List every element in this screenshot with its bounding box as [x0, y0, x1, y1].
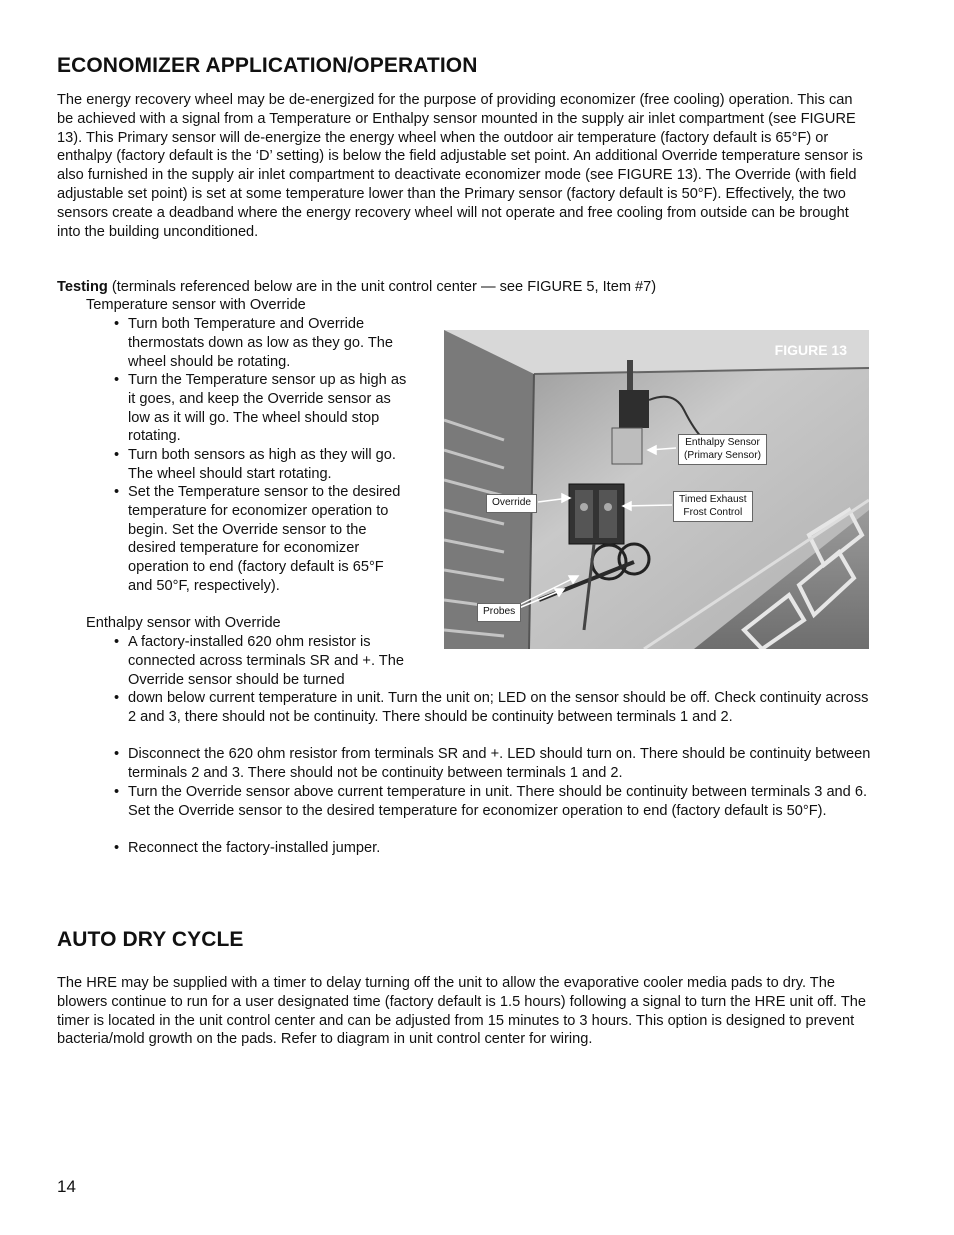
enthalpy-bullet-2: • Disconnect the 620 ohm resistor from terminals SR and +. LED should turn on. There should be continuity between terminals 2 and 3. There should not be continuity between terminals 1 and 2.: [128, 745, 872, 783]
figure-13-illustration: [444, 330, 869, 649]
callout-enthalpy-line2: (Primary Sensor): [684, 449, 761, 461]
section-heading-auto-dry-cycle: AUTO DRY CYCLE: [57, 928, 244, 951]
callout-timed-exhaust: [673, 491, 753, 522]
temp-bullet-3: • Turn both sensors as high as they will go. The wheel should start rotating.: [128, 446, 412, 484]
economizer-intro-paragraph: The energy recovery wheel may be de-energized for the purpose of providing economizer (free cooling) operation. This can be achieved with a signal from a Temperature or Enthalpy sensor mounted in the supply air inlet compartment (see FIGURE 13). This Primary sensor will de-energize the energy wheel when the outdoor air temperature (factory default is 65°F) or enthalpy (factory default is the ‘D’ setting) is below the field adjustable set point. An additional Override temperature sensor is also furnished in the supply air inlet compartment to deactivate economizer mode (see FIGURE 13). The Override (with field adjustable set point) is set at some temperature lower than the Primary sensor (factory default is 50°F). Effectively, the two sensors create a deadband where the energy recovery wheel will not operate and free cooling from outside can be brought into the building unconditioned.: [57, 92, 863, 240]
testing-line: [57, 278, 656, 297]
page-number: 14: [57, 1177, 76, 1196]
temperature-sensor-heading: Temperature sensor with Override: [86, 297, 306, 313]
temp-bullet-1: • Turn both Temperature and Override thermostats down as low as they go. The wheel should be rotating.: [128, 315, 412, 371]
testing-label: Testing: [57, 279, 108, 295]
callout-probes: Probes: [477, 603, 521, 622]
callout-enthalpy-line1: Enthalpy Sensor: [685, 437, 760, 448]
testing-note: (terminals referenced below are in the unit control center — see FIGURE 5, Item #7): [111, 279, 657, 295]
section-heading-economizer: ECONOMIZER APPLICATION/OPERATION: [57, 54, 478, 77]
callout-timed-line2: Frost Control: [683, 506, 743, 518]
temp-bullet-2: • Turn the Temperature sensor up as high as it goes, and keep the Override sensor as low as it will go. The wheel should stop rotating.: [128, 371, 412, 446]
callout-enthalpy-sensor: [678, 434, 767, 465]
callout-override: Override: [486, 494, 537, 513]
enthalpy-bullet-3: • Turn the Override sensor above current temperature in unit. There should be continuity between terminals 3 and 6. Set the Override sensor to the desired temperature for economizer operation to end (factory default is 50°F).: [128, 783, 872, 821]
auto-dry-paragraph: The HRE may be supplied with a timer to delay turning off the unit to allow the evaporative cooler media pads to dry. The blowers continue to run for a user designated time (factory default is 1.5 hours) following a signal to turn the HRE unit off. The timer is located in the unit control center and can be adjusted from 15 minutes to 3 hours. This option is designed to prevent bacteria/mold growth on the pads. Refer to diagram in unit control center for wiring.: [57, 975, 867, 1048]
enthalpy-bullet-1-continued-text: down below current temperature in unit. Turn the unit on; LED on the sensor should be off. Check continuity across 2 and 3, there should not be continuity. There should be continuity between terminals 1 and 2.: [128, 690, 869, 725]
figure-13-title: FIGURE 13: [774, 342, 847, 358]
temp-bullet-4: • Set the Temperature sensor to the desired temperature for economizer operation to begin. Set the Override sensor to the desired temperature for economizer operation to end (factory default is 65°F and 50°F, respectively).: [128, 483, 412, 596]
callout-timed-line1: Timed Exhaust: [679, 494, 747, 505]
enthalpy-bullet-1: • A factory-installed 620 ohm resistor is connected across terminals SR and +. The Override sensor should be turned: [128, 633, 418, 689]
figure-13-photo: [444, 330, 869, 649]
enthalpy-bullet-4: • Reconnect the factory-installed jumper.: [128, 839, 872, 858]
enthalpy-sensor-heading: Enthalpy sensor with Override: [86, 615, 281, 631]
